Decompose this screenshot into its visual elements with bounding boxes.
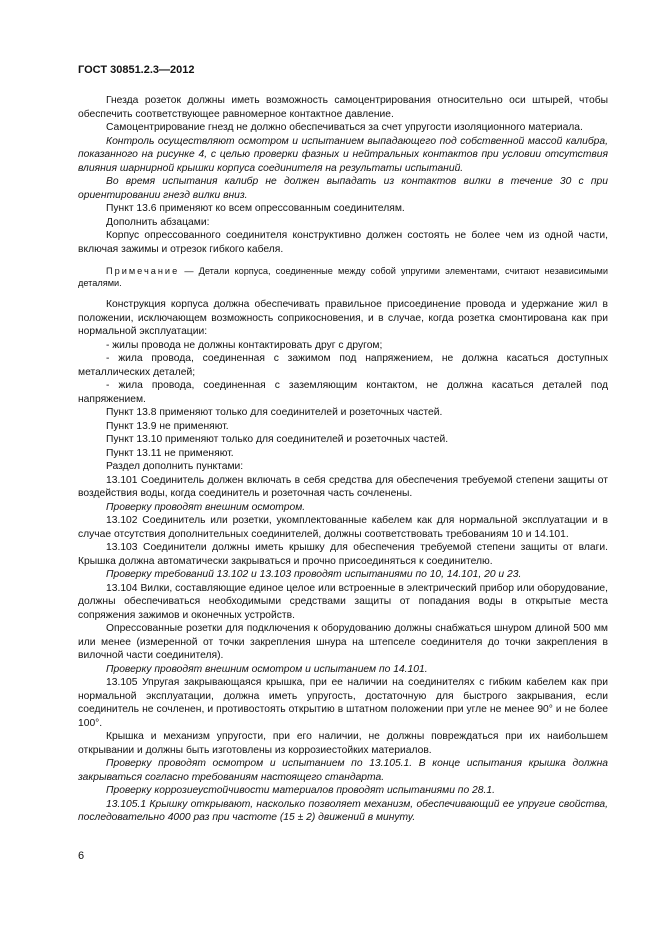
paragraph-italic: Контроль осуществляют осмотром и испытанием выпадающего под собственной массой калибра, показанного на рисунке 4, с целью проверки фазных и нейтральных контактов при условии отсутствия влияния шарнирной крышки корпуса соединителя на результаты испытаний. <box>78 135 608 174</box>
paragraph: 13.105 Упругая закрывающаяся крышка, при ее наличии на соединителях с гибким кабелем как при нормальной эксплуатации, должна иметь упругость, достаточную для быстрого закрывания, если соединитель не сочленен, и противостоять открытию в штатном положении при угле не менее 90° и не более 100°. <box>78 677 608 729</box>
paragraph-italic: Проверку требований 13.102 и 13.103 проводят испытаниями по 10, 14.101, 20 и 23. <box>106 569 522 580</box>
paragraph: Крышка и механизм упругости, при его наличии, не должны повреждаться при их наибольшем открывании и должны быть изготовлены из коррозиестойких материалов. <box>78 731 608 756</box>
paragraph: Раздел дополнить пунктами: <box>106 461 244 472</box>
paragraph: Корпус опрессованного соединителя конструктивно должен состоять не более чем из одной части, включая зажимы и отрезок гибкого кабеля. <box>78 230 608 255</box>
paragraph: 13.101 Соединитель должен включать в себя средства для обеспечения требуемой степени защиты от воздействия воды, когда соединитель и розеточная часть сочленены. <box>78 474 608 499</box>
paragraph: Пункт 13.6 применяют ко всем опрессованным соединителям. <box>106 203 405 214</box>
paragraph: Конструкция корпуса должна обеспечивать правильное присоединение провода и удержание жил в положении, исключающем возможность соприкосновения, и в случае, когда розетка смонтирована как при нормальной эксплуатации: <box>78 299 608 337</box>
document-header: ГОСТ 30851.2.3—2012 <box>78 64 195 76</box>
paragraph: Пункт 13.8 применяют только для соединителей и розеточных частей. <box>106 407 443 418</box>
paragraph: Пункт 13.9 не применяют. <box>106 420 229 432</box>
list-item: - жила провода, соединенная с заземляющим контактом, не должна касаться деталей под напряжением. <box>78 380 608 405</box>
paragraph: Самоцентрирование гнезд не должно обеспечиваться за счет упругости изоляционного материала. <box>106 122 583 133</box>
page-number: 6 <box>78 850 85 862</box>
paragraph-italic: Проверку коррозиеустойчивости материалов проводят испытаниями по 28.1. <box>106 785 495 796</box>
document-body <box>78 94 608 825</box>
paragraph: 13.102 Соединитель или розетки, укомплектованные кабелем как для нормальной эксплуатации и в случае отсутствия дополнительных соединителей, должны соответствовать требованиям 10 и 14.101. <box>78 515 608 540</box>
paragraph: Пункт 13.11 не применяют. <box>106 447 234 459</box>
note-label: Примечание <box>106 266 180 276</box>
paragraph-italic: 13.105.1 Крышку открывают, насколько позволяет механизм, обеспечивающий ее упругие свойства, последовательно 4000 раз при частоте (15 ± 2) движений в минуту. <box>78 798 608 823</box>
note-text: — Детали корпуса, соединенные между собой упругими элементами, считают независимыми деталями. <box>78 266 608 288</box>
paragraph-italic: Проверку проводят внешним осмотром. <box>106 501 306 513</box>
note <box>78 265 608 289</box>
list-item: - жила провода, соединенная с зажимом под напряжением, не должна касаться доступных металлических деталей; <box>78 353 608 378</box>
paragraph: Гнезда розеток должны иметь возможность самоцентрирования относительно оси штырей, чтобы обеспечить соответствующее равномерное контактное давление. <box>78 95 608 120</box>
paragraph-italic: Проверку проводят внешним осмотром и испытанием по 14.101. <box>106 663 428 675</box>
paragraph-italic: Во время испытания калибр не должен выпадать из контактов вилки в течение 30 с при ориентировании гнезд вилки вниз. <box>78 176 608 201</box>
paragraph: Дополнить абзацами: <box>106 216 210 228</box>
list-item: - жилы провода не должны контактировать друг с другом; <box>106 339 383 351</box>
paragraph-italic: Проверку проводят осмотром и испытанием по 13.105.1. В конце испытания крышка должна закрываться согласно требованиям настоящего стандарта. <box>78 758 608 783</box>
paragraph: Опрессованные розетки для подключения к оборудованию должны снабжаться шнуром длиной 500 мм или менее (измеренной от точки закрепления шнура на штепселе соединителя до точки закрепления в вилочной части соединителя). <box>78 623 608 661</box>
paragraph: Пункт 13.10 применяют только для соединителей и розеточных частей. <box>106 434 449 445</box>
paragraph: 13.104 Вилки, составляющие единое целое или встроенные в электрический прибор или оборудование, должны обеспечиваться необходимыми средствами защиты от попадания воды в открытые места сопряжения зажимов и оконечных устройств. <box>78 582 608 621</box>
paragraph: 13.103 Соединители должны иметь крышку для обеспечения требуемой степени защиты от влаги. Крышка должна автоматически закрываться и прочно присоединяться к соединителю. <box>78 542 608 567</box>
